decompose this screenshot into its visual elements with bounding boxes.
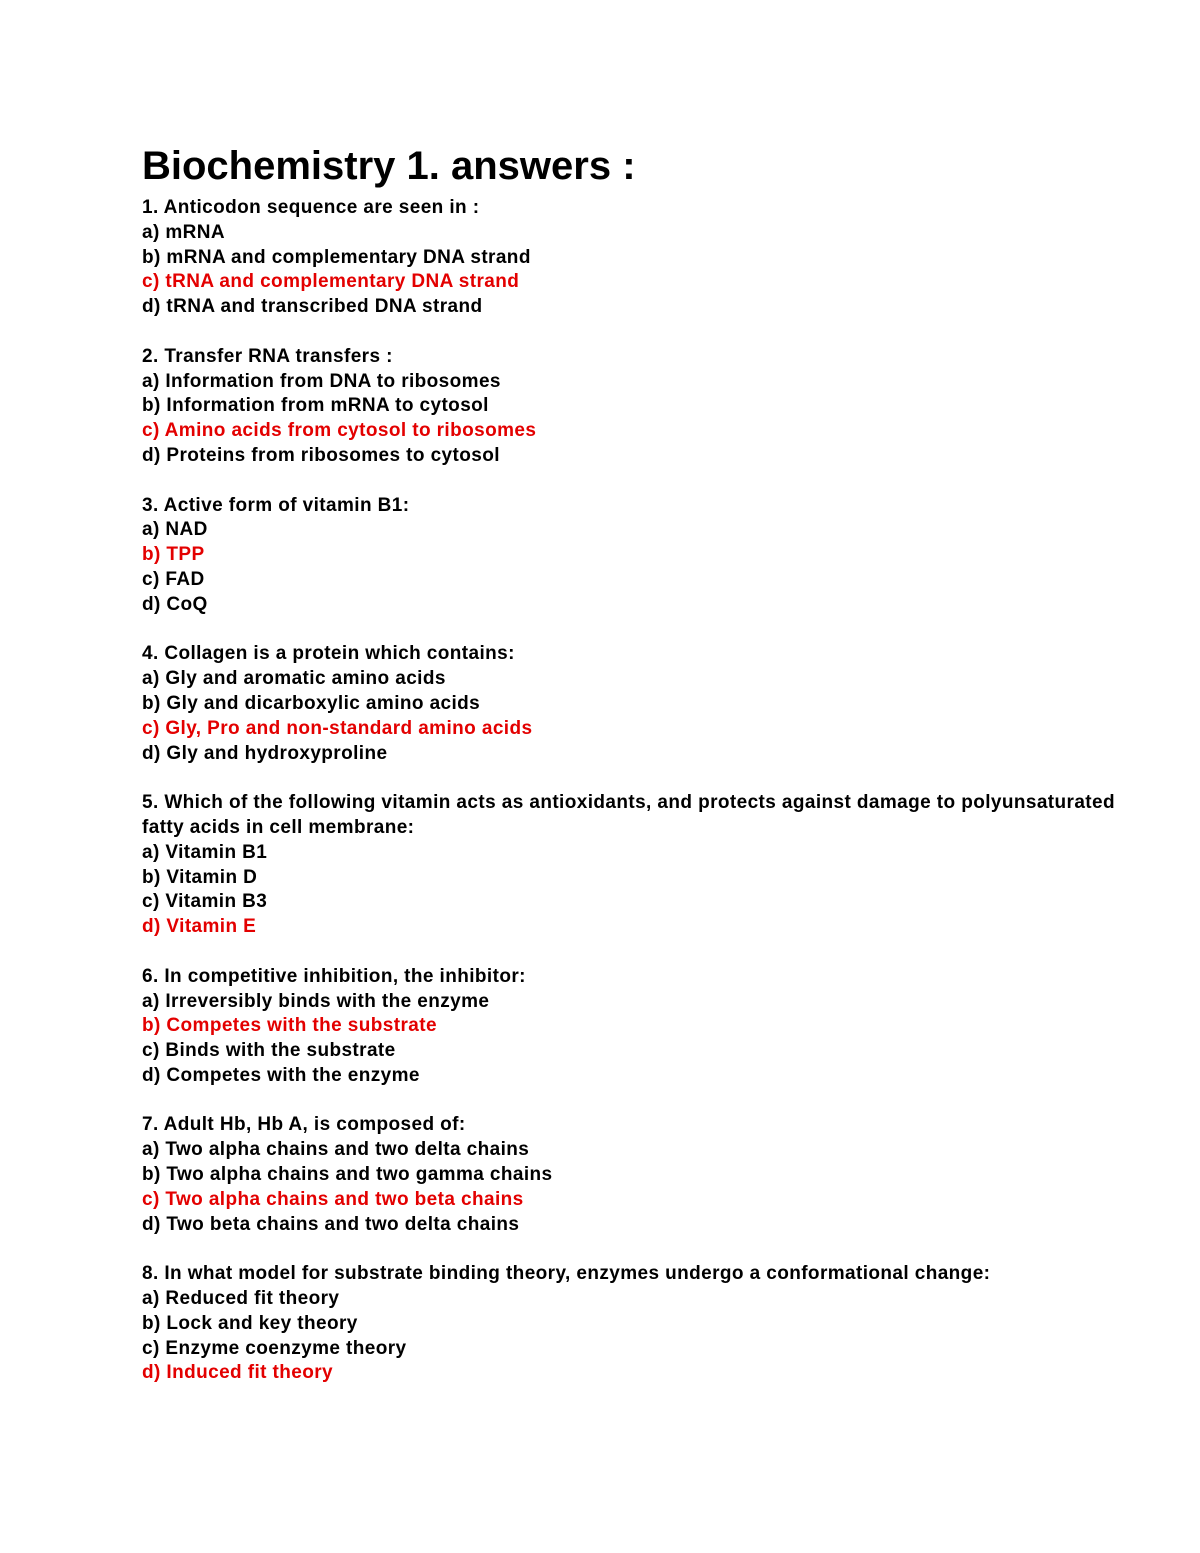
- correct-option: c) Gly, Pro and non-standard amino acids: [142, 717, 533, 739]
- answer-option: d) Competes with the enzyme: [142, 1064, 420, 1086]
- document-page: [142, 140, 1142, 1411]
- question-text: 7. Adult Hb, Hb A, is composed of:: [142, 1114, 466, 1136]
- answer-option: d) tRNA and transcribed DNA strand: [142, 296, 483, 318]
- answer-option: a) mRNA: [142, 221, 226, 243]
- correct-option: b) Competes with the substrate: [142, 1015, 437, 1037]
- question-text: 5. Which of the following vitamin acts as antioxidants, and protects against damage to polyunsaturated fatty acids in cell membrane:: [142, 792, 1115, 838]
- question-text: 4. Collagen is a protein which contains:: [142, 643, 515, 665]
- question-text: 6. In competitive inhibition, the inhibitor:: [142, 965, 526, 987]
- answer-option: d) Two beta chains and two delta chains: [142, 1213, 520, 1235]
- question-text: 2. Transfer RNA transfers :: [142, 345, 393, 367]
- answer-option: b) Vitamin D: [142, 866, 258, 888]
- question-text: 8. In what model for substrate binding theory, enzymes undergo a conformational change:: [142, 1263, 991, 1285]
- answer-option: b) Information from mRNA to cytosol: [142, 395, 489, 417]
- correct-option: c) Two alpha chains and two beta chains: [142, 1188, 524, 1210]
- question-list: [142, 196, 1142, 1386]
- answer-option: a) Reduced fit theory: [142, 1288, 340, 1310]
- answer-option: a) Vitamin B1: [142, 841, 268, 863]
- answer-option: c) Binds with the substrate: [142, 1040, 396, 1062]
- correct-option: c) tRNA and complementary DNA strand: [142, 271, 520, 293]
- question-block: [142, 1113, 1142, 1237]
- answer-option: c) Enzyme coenzyme theory: [142, 1337, 407, 1359]
- answer-option: d) CoQ: [142, 593, 208, 615]
- answer-option: b) mRNA and complementary DNA strand: [142, 246, 531, 268]
- question-text: 3. Active form of vitamin B1:: [142, 494, 410, 516]
- answer-option: a) Gly and aromatic amino acids: [142, 668, 446, 690]
- question-block: [142, 345, 1142, 469]
- question-block: [142, 494, 1142, 618]
- correct-option: c) Amino acids from cytosol to ribosomes: [142, 420, 537, 442]
- question-block: [142, 965, 1142, 1089]
- answer-option: a) Irreversibly binds with the enzyme: [142, 990, 490, 1012]
- document-title: Biochemistry 1. answers :: [142, 144, 636, 188]
- answer-option: c) FAD: [142, 568, 205, 590]
- answer-option: d) Proteins from ribosomes to cytosol: [142, 444, 500, 466]
- question-block: [142, 791, 1142, 940]
- answer-option: b) Lock and key theory: [142, 1312, 358, 1334]
- answer-option: d) Gly and hydroxyproline: [142, 742, 388, 764]
- correct-option: d) Vitamin E: [142, 916, 257, 938]
- answer-option: b) Gly and dicarboxylic amino acids: [142, 692, 481, 714]
- correct-option: d) Induced fit theory: [142, 1362, 334, 1384]
- answer-option: a) Information from DNA to ribosomes: [142, 370, 501, 392]
- question-text: 1. Anticodon sequence are seen in :: [142, 197, 480, 218]
- answer-option: b) Two alpha chains and two gamma chains: [142, 1164, 553, 1186]
- question-block: [142, 642, 1142, 766]
- question-block: [142, 1262, 1142, 1386]
- question-block: [142, 196, 1142, 320]
- answer-option: c) Vitamin B3: [142, 891, 268, 913]
- answer-option: a) NAD: [142, 519, 208, 541]
- correct-option: b) TPP: [142, 544, 205, 566]
- answer-option: a) Two alpha chains and two delta chains: [142, 1139, 530, 1161]
